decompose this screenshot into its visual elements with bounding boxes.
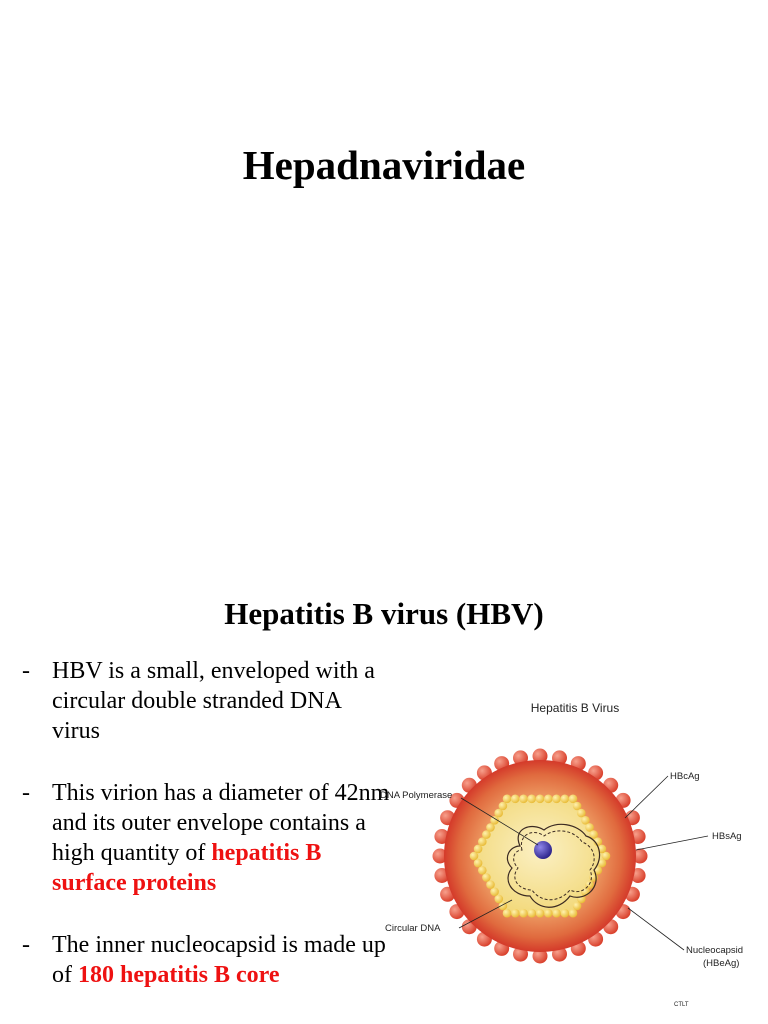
diagram-title: Hepatitis B Virus [530, 701, 620, 715]
capsid-bead [519, 909, 528, 918]
bullet-text: HBV is a small, enveloped with a circular double stranded DNA virus [52, 658, 375, 744]
capsid-bead [482, 830, 491, 839]
label-hbcag: HBcAg [670, 771, 700, 782]
capsid-bead [552, 909, 561, 918]
leader-hbcag [625, 776, 668, 818]
capsid-bead [474, 845, 483, 854]
leader-hbsag [636, 836, 708, 850]
bullet-text: The inner nucleocapsid is made up of [52, 932, 386, 988]
capsid-bead [527, 795, 536, 804]
capsid-bead [528, 909, 537, 918]
capsid-bead [577, 809, 586, 818]
dna-polymerase [534, 841, 552, 859]
bullet-highlight: hepatitis B surface proteins [52, 840, 322, 896]
capsid-bead [511, 795, 520, 804]
capsid-bead [519, 795, 528, 804]
label-circular-dna: Circular DNA [385, 923, 441, 934]
bullet-item [22, 656, 392, 746]
slide-title: Hepadnaviridae [242, 142, 526, 188]
capsid-bead [486, 880, 495, 889]
hbv-diagram [372, 690, 768, 1024]
bullet-text: This virion has a diameter of 42nm and its outer envelope contains a high quantity of [52, 780, 390, 866]
capsid-bead [569, 909, 578, 918]
label-hbsag: HBsAg [712, 831, 742, 842]
capsid-bead [585, 823, 594, 832]
hbv-diagram-svg [372, 690, 768, 1024]
bullet-text-wrap [52, 930, 392, 990]
bullet-item [22, 778, 392, 898]
capsid-bead [536, 909, 545, 918]
bullet-dash: - [22, 780, 30, 806]
capsid-bead [573, 902, 582, 911]
capsid-bead [552, 795, 561, 804]
capsid-bead [511, 909, 520, 918]
bullet-highlight: 180 hepatitis B core [78, 962, 280, 988]
capsid-bead [503, 795, 512, 804]
capsid-bead [503, 909, 512, 918]
capsid-bead [499, 802, 508, 811]
label-hbeag: (HBeAg) [703, 958, 740, 969]
bullet-list [22, 656, 392, 1022]
capsid-bead [561, 795, 570, 804]
bullet-dash: - [22, 658, 30, 684]
label-dna-polymerase: DNA Polymerase [380, 790, 453, 801]
bullet-dash: - [22, 932, 30, 958]
capsid-bead [544, 909, 553, 918]
label-nucleocapsid: Nucleocapsid [686, 945, 744, 956]
leader-nucleocapsid [628, 908, 684, 950]
bullet-item [22, 930, 392, 990]
capsid-bead [478, 866, 487, 875]
capsid-bead [544, 795, 553, 804]
bullet-text-wrap [52, 778, 392, 898]
capsid-bead [536, 795, 545, 804]
credit-logo-text: CTLT [674, 1002, 689, 1008]
slide-subtitle: Hepatitis B virus (HBV) [224, 596, 544, 631]
capsid-bead [495, 895, 504, 904]
capsid-bead [569, 795, 578, 804]
capsid-bead [561, 909, 570, 918]
